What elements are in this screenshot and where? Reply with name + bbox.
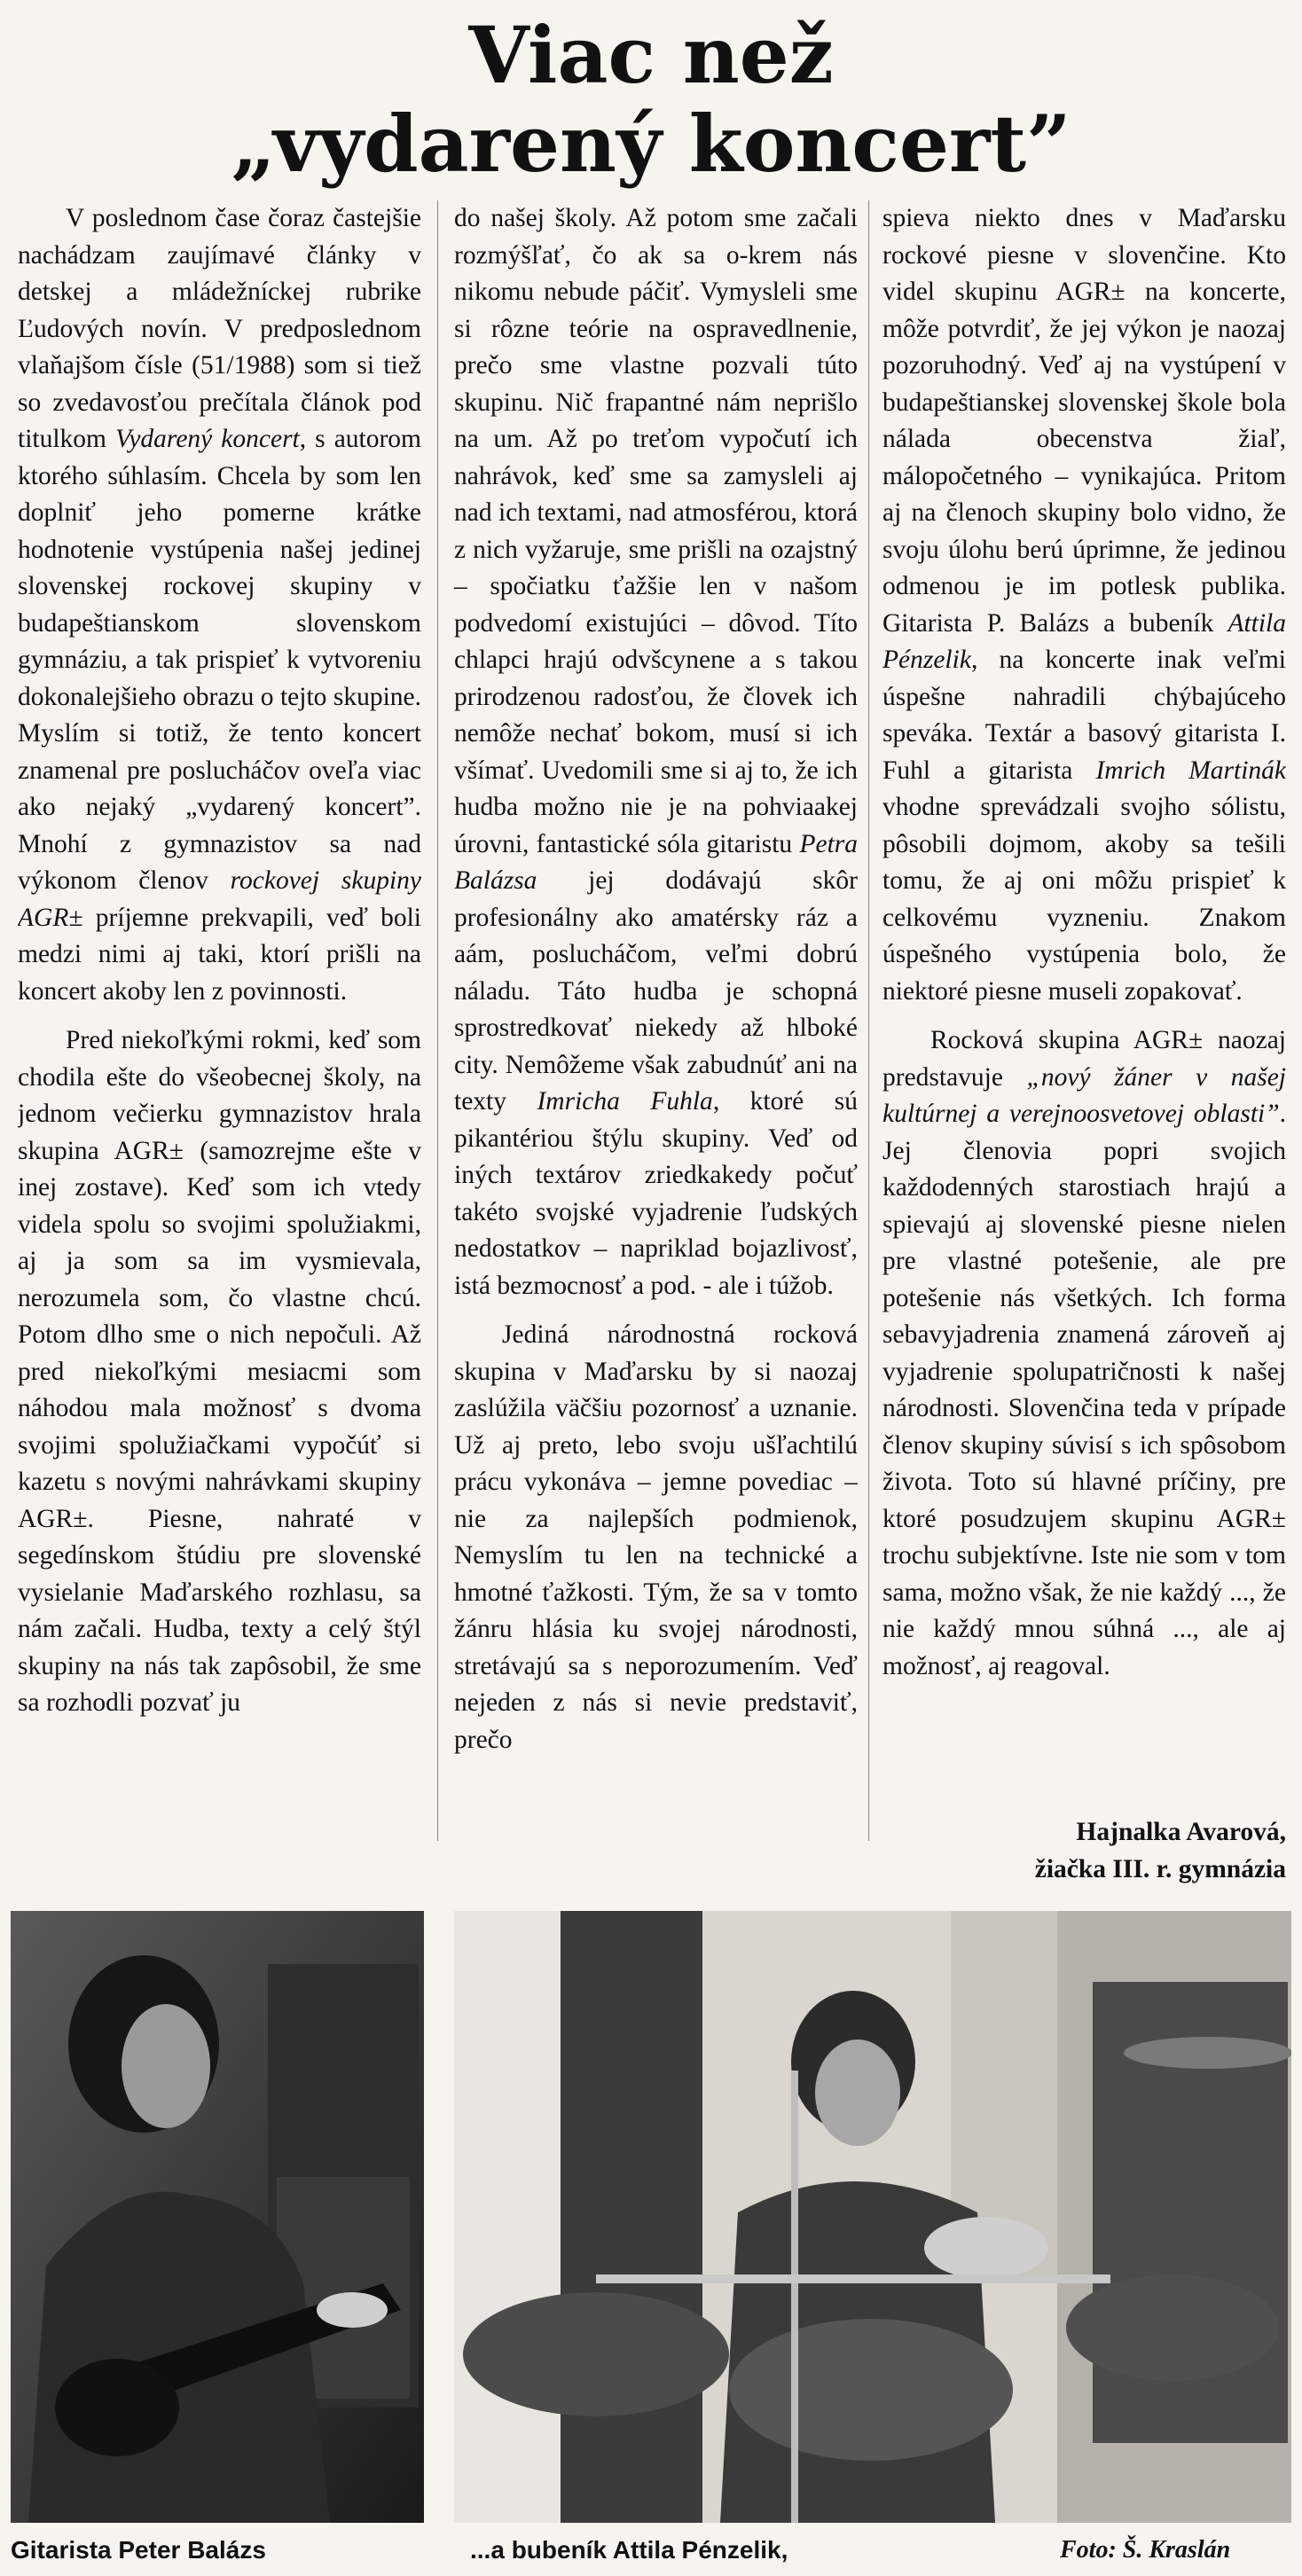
guitarist-photo [11,1911,424,2523]
drummer-photo-image [454,1911,1291,2523]
author-role: žiačka III. r. gymnázia [1034,1855,1286,1883]
photo-credit: Foto: Š. Kraslán [1060,2536,1231,2564]
author-name: Hajnalka Avarová, [1076,1818,1286,1846]
article-column-2 [454,200,858,1860]
headline-line-1: Viac než [468,9,834,101]
paragraph: V poslednom čase čoraz častejšie nachádzam zaujímavé články v detskej a mládežníckej rubrike Ľudových novín. V predposlednom vlaňajšom čísle (51/1988) som si tiež so zvedavosťou prečítala článok pod titulkom Vydarený koncert, s autorom ktorého súhlasím. Chcela by som len doplniť jeho pomerne krátke hodnotenie vystúpenia našej jedinej slovenskej rockovej skupiny v budapeštianskom slovenskom gymnáziu, a tak prispieť k vytvoreniu dokonalejšieho obrazu o tejto skupine. Myslím si totiž, že tento koncert znamenal pre poslucháčov oveľa viac ako nejaký „vydarený koncert”. Mnohí z gymnazistov sa nad výkonom členov rockovej skupiny AGR± príjemne prekvapili, veď boli medzi nimi aj taki, ktorí prišli na koncert akoby len z povinnosti. [18,204,421,1006]
paragraph: Pred niekoľkými rokmi, keď som chodila ešte do všeobecnej školy, na jednom večierku gymnazistov hrala skupina AGR± (samozrejme ešte v inej zostave). Keď som ich vtedy videla spolu so svojimi spolužiakmi, aj ja som sa im vysmievala, nerozumela som, čo vlastne chcú. Potom dlho sme o nich nepočuli. Až pred niekoľkými mesiacmi som náhodou mala možnosť s dvoma svojimi spolužiačkami vypočúť si kazetu s novými nahrávkami skupiny AGR±. Piesne, nahraté v segedínskom štúdiu pre slovenské vysielanie Maďarského rozhlasu, sa nám začali. Hudba, texty a celý štýl skupiny na nás tak zapôsobil, že sme sa rozhodli pozvať ju [18,1026,421,1717]
paragraph: spieva niekto dnes v Maďarsku rockové piesne v slovenčine. Kto videl skupinu AGR± na koncerte, môže potvrdiť, že jej výkon je naozaj pozoruhodný. Veď aj na vystúpení v budapeštianskej slovenskej škole bola nálada obecenstva žiaľ, málopočetného – vynikajúca. Pritom aj na členoch skupiny bolo vidno, že svoju úlohu berú úprimne, že jedinou odmenou je im potlesk publika. Gitarista P. Balázs a bubeník Attila Pénzelik, na koncerte inak veľmi úspešne nahradili chýbajúceho speváka. Textár a basový gitarista I. Fuhl a gitarista Imrich Martinák vhodne sprevádzali svojho sólistu, pôsobili dojmom, akoby sa tešili tomu, že aj oni môžu prispieť k celkovému vyzneniu. Znakom úspešného vystúpenia bolo, že niektoré piesne museli zopakovať. [882,204,1286,1006]
drummer-photo [454,1911,1291,2523]
paragraph: Jediná národnostná rocková skupina v Maďarsku by si naozaj zaslúžila väčšiu pozornosť a uznanie. Už aj preto, lebo svoju ušľachtilú prácu vykonáva – jemne povediac – nie za najlepších podmienok, Nemyslím tu len na technické a hmotné ťažkosti. Tým, že sa v tomto žánru hlásia ku svojej národnosti, stretávajú sa s neporozumením. Veď nejeden z nás si nevie predstaviť, prečo [454,1320,858,1754]
column-divider [868,200,869,1841]
photo-caption-right: ...a bubeník Attila Pénzelik, [470,2536,788,2564]
paragraph: do našej školy. Až potom sme začali rozmýšľať, čo ak sa o-krem nás nikomu nebude páčiť. Vymysleli sme si rôzne teórie na ospravedlnenie, prečo sme vlastne pozvali túto skupinu. Nič frapantné nám neprišlo na um. Až po treťom vypočutí ich nahrávok, keď sme sa zamysleli aj nad ich textami, nad atmosférou, ktorá z nich vyžaruje, sme prišli na ozajstný – spočiatku ťažšie len v našom podvedomí existujúci – dôvod. Títo chlapci hrajú odvšcynene a s takou prirodzenou radosťou, že človek ich nemôže nechať bokom, musí si ich všímať. Uvedomili sme si aj to, že ich hudba možno nie je na pohviaakej úrovni, fantastické sóla gitaristu Petra Balázsa jej dodávajú skôr profesionálny ako amatérsky ráz a aám, poslucháčom, veľmi dobrú náladu. Táto hudba je schopná sprostredkovať niekedy až hlboké city. Nemôžeme však zabudnúť ani na texty Imricha Fuhla, ktoré sú pikantériou štýlu skupiny. Veď od iných textárov zriedkakedy počuť takéto svojské vyjadrenie ľudských nedostatkov – napriklad bojazlivosť, istá bezmocnosť a pod. - ale i túžob. [454,204,858,1300]
article-column-1 [18,200,421,1860]
column-divider [437,200,438,1841]
article-column-3 [882,200,1286,1860]
guitarist-photo-image [11,1911,424,2523]
paragraph: Rocková skupina AGR± naozaj predstavuje „nový žáner v našej kultúrnej a verejnoosvetovej oblasti”. Jej členovia popri svojich každodenných starostiach hrajú a spievajú aj slovenské piesne nielen pre vlastné potešenie, ale pre potešenie nás všetkých. Ich forma sebavyjadrenia znamená zároveň aj vyjadrenie spolupatričnosti k našej národnosti. Slovenčina teda v prípade členov skupiny súvisí s ich spôsobom života. Toto sú hlavné príčiny, pre ktoré posudzujem skupinu AGR± trochu subjektívne. Iste nie som v tom sama, možno však, že nie každý ..., že nie každý mnou súhná ..., ale aj možnosť, aj reagoval. [882,1026,1286,1680]
headline-line-2: „vydarený koncert” [231,98,1071,190]
photo-caption-left: Gitarista Peter Balázs [11,2536,266,2564]
